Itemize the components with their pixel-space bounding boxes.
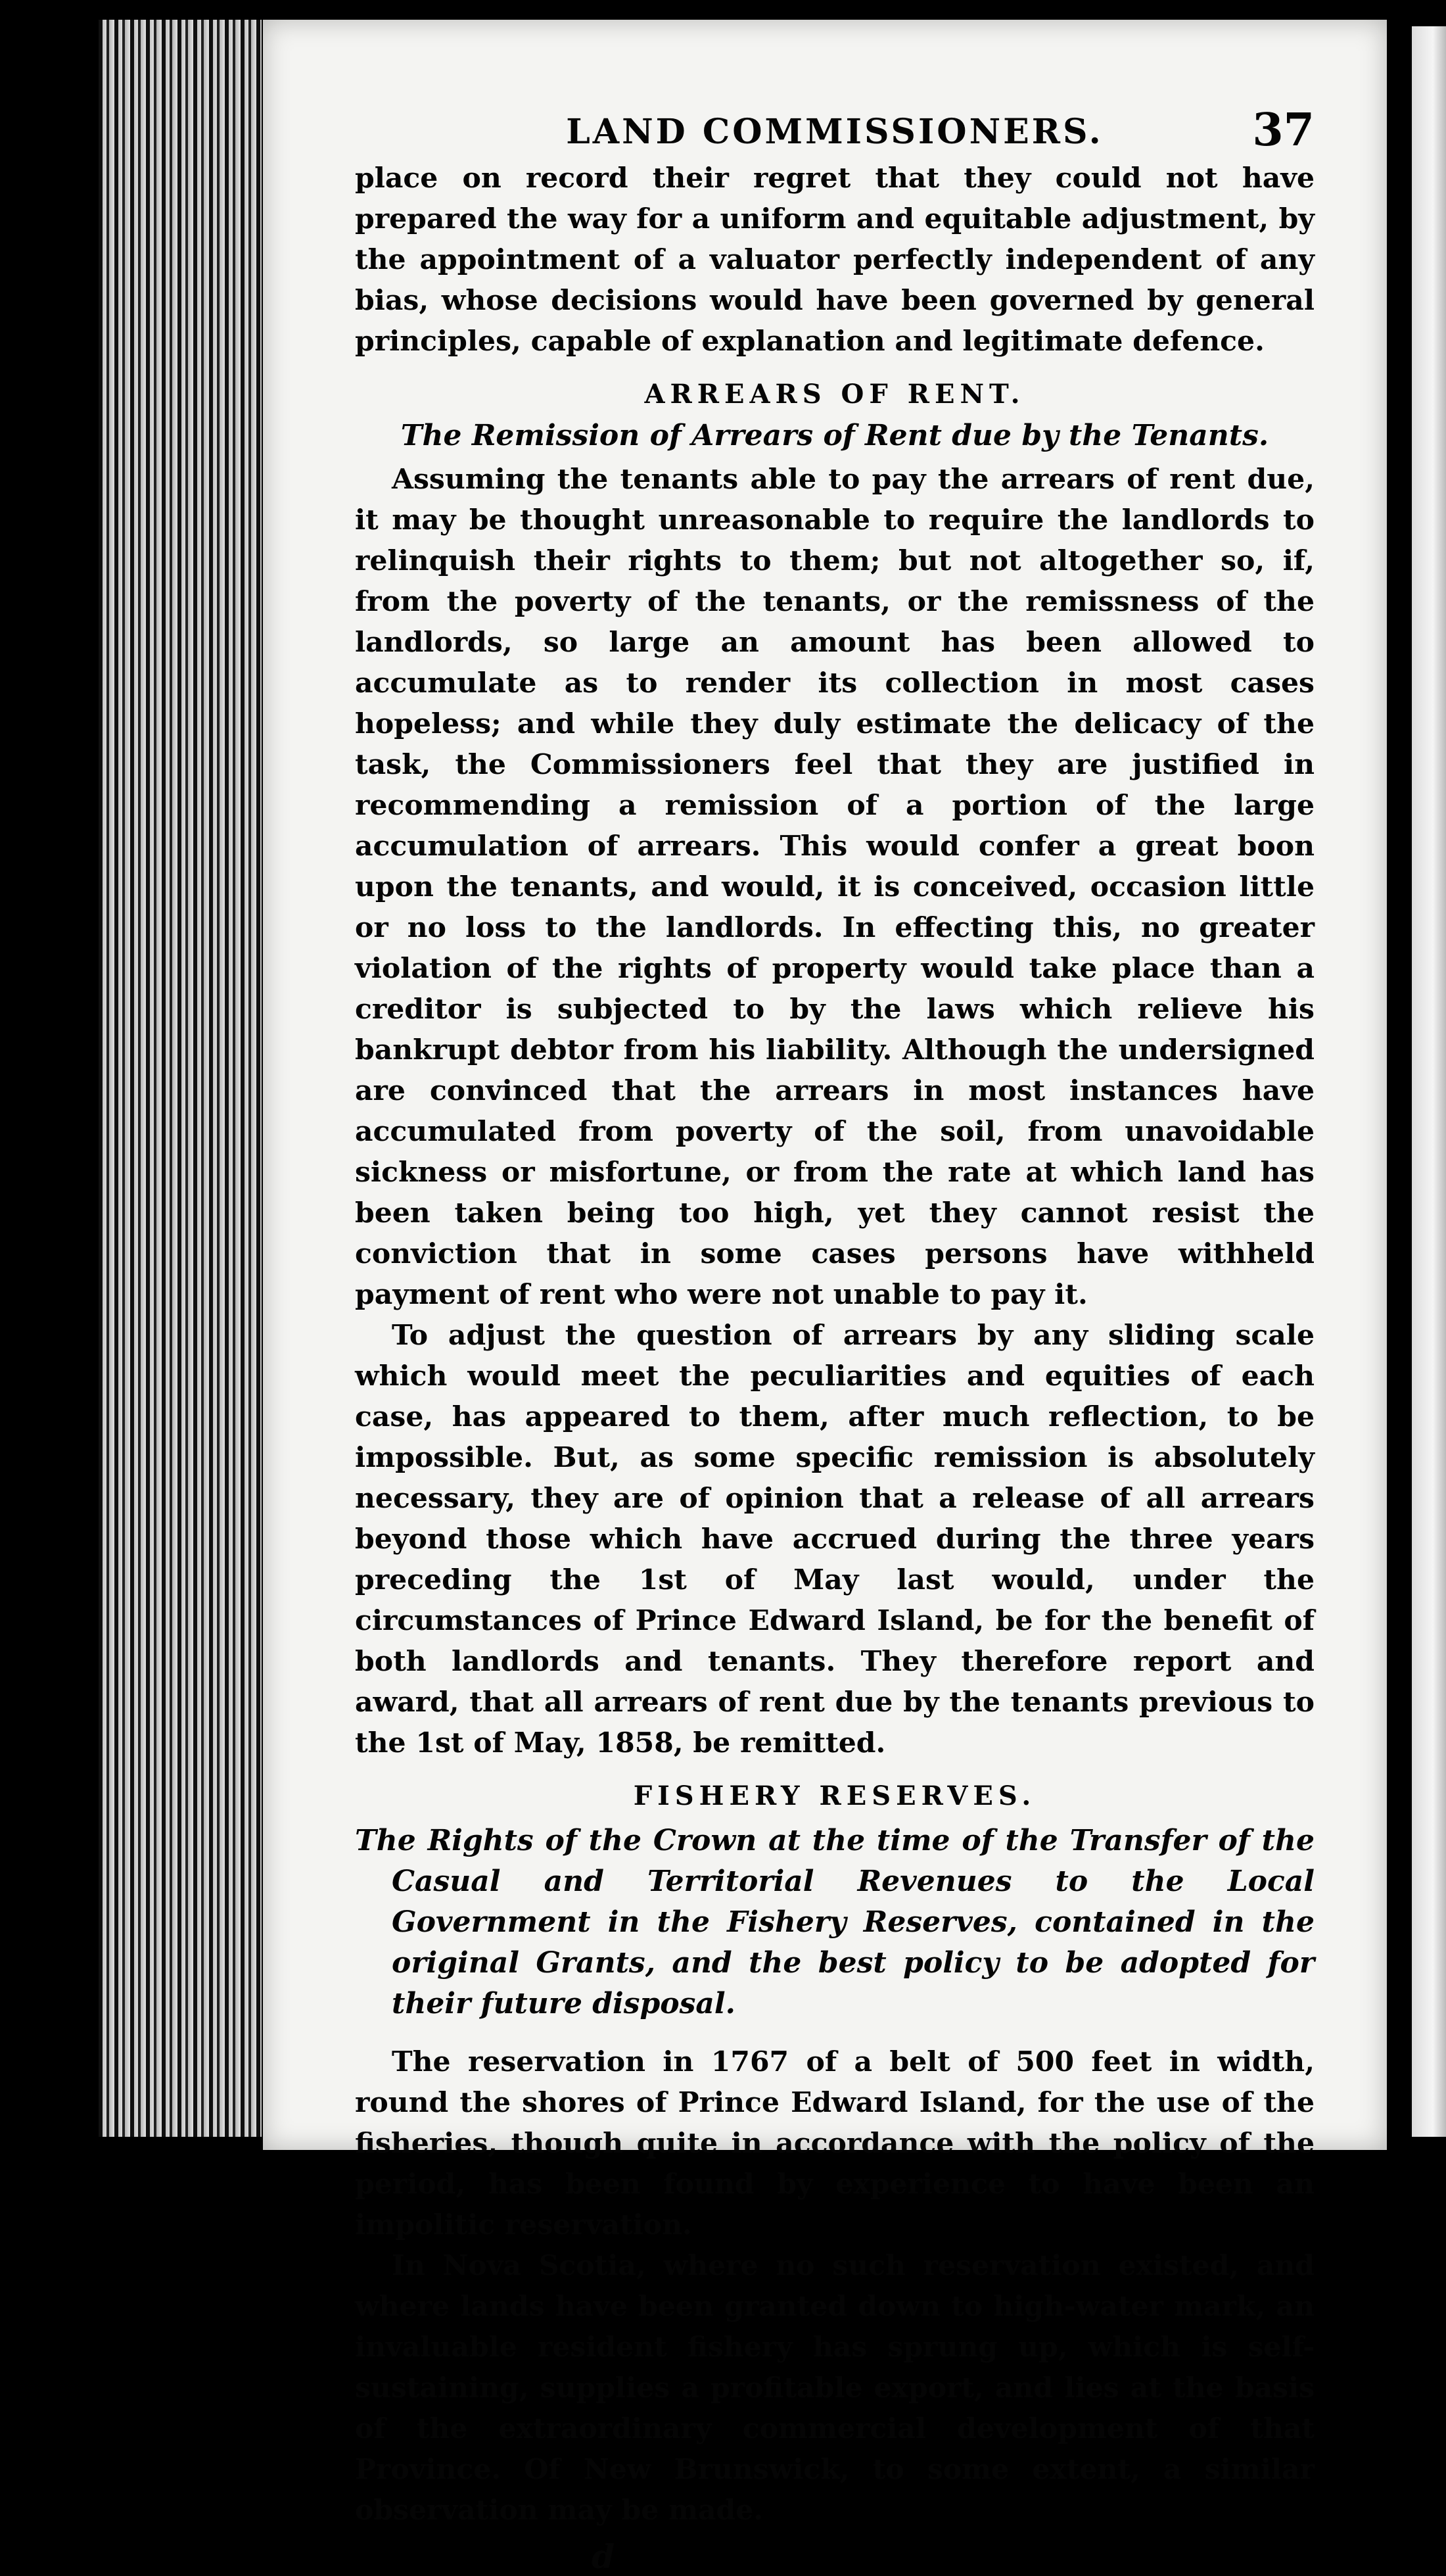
fishery-paragraph-1: The reservation in 1767 of a belt of 500 feet in width, round the shores of Prince Edward Island, for the use of the fisheries, though quite in accordance with the policy of the period, has been found by experience to have been an impolitic reservation. xyxy=(355,2045,1315,2241)
opening-paragraph: place on record their regret that they could not have prepared the way for a uniform and equitable adjustment, by the appointment of a valuator perfectly independent of any bias, whose decisions would have been governed by general principles, capable of explanation and legitimate defence. xyxy=(355,162,1315,358)
page-content xyxy=(355,99,1315,2576)
arrears-paragraph-1: Assuming the tenants able to pay the arrears of rent due, it may be thought unreasonable to require the landlords to relinquish their rights to them; but not altogether so, if, from the poverty of the tenants, or the remissness of the landlords, so large an amount has been allowed to accumulate as to render its collection in most cases hopeless; and while they duly estimate the delicacy of the task, the Commissioners feel that they are justified in recommending a remission of a portion of the large accumulation of arrears. This would confer a great boon upon the tenants, and would, it is conceived, occasion little or no loss to the landlords. In effecting this, no greater violation of the rights of property would take place than a creditor is subjected to by the laws which relieve his bankrupt debtor from his liability. Although the undersigned are convinced that the arrears in most instances have accumulated from poverty of the soil, from unavoidable sickness or misfortune, or from the rate at which land has been taken being too high, yet they cannot resist the conviction that in some cases persons have withheld payment of rent who were not unable to pay it. xyxy=(355,463,1315,1311)
fishery-heading: FISHERY RESERVES. xyxy=(633,1780,1037,1811)
facing-page-edge xyxy=(1400,26,1446,2137)
signature-mark: d xyxy=(592,2537,615,2576)
running-head xyxy=(355,99,1315,158)
book-page xyxy=(263,20,1387,2576)
arrears-heading: ARREARS OF RENT. xyxy=(644,379,1025,410)
book-page-edges xyxy=(99,20,263,2137)
running-head-title: LAND COMMISSIONERS. xyxy=(566,112,1104,152)
page-number: 37 xyxy=(1252,104,1315,156)
fishery-subheading: The Rights of the Crown at the time of the Transfer of the Casual and Territorial Revenues to the Local Government in the Fishery Reserves, contained in the original Grants, and the best policy to be adopted for their future disposal. xyxy=(355,1824,1315,2020)
fishery-paragraph-2: In Nova Scotia, where no such reservation existed, and where lands have been granted down to high-water mark, an invaluable resident fishery has sprung up, which is self-sustaining, supplies a profitable export, and lies at the basis of the extraordinary commercial development of that Province. Of New Brunswick, to some extent, a similar observation may be made. xyxy=(355,2249,1315,2527)
arrears-subheading: The Remission of Arrears of Rent due by the Tenants. xyxy=(400,419,1269,452)
arrears-paragraph-2: To adjust the question of arrears by any sliding scale which would meet the peculiarities and equities of each case, has appeared to them, after much reflection, to be impossible. But, as some specific remission is absolutely necessary, they are of opinion that a release of all arrears beyond those which have accrued during the three years preceding the 1st of May last would, under the circumstances of Prince Edward Island, be for the benefit of both landlords and tenants. They therefore report and award, that all arrears of rent due by the tenants previous to the 1st of May, 1858, be remitted. xyxy=(355,1319,1315,1759)
